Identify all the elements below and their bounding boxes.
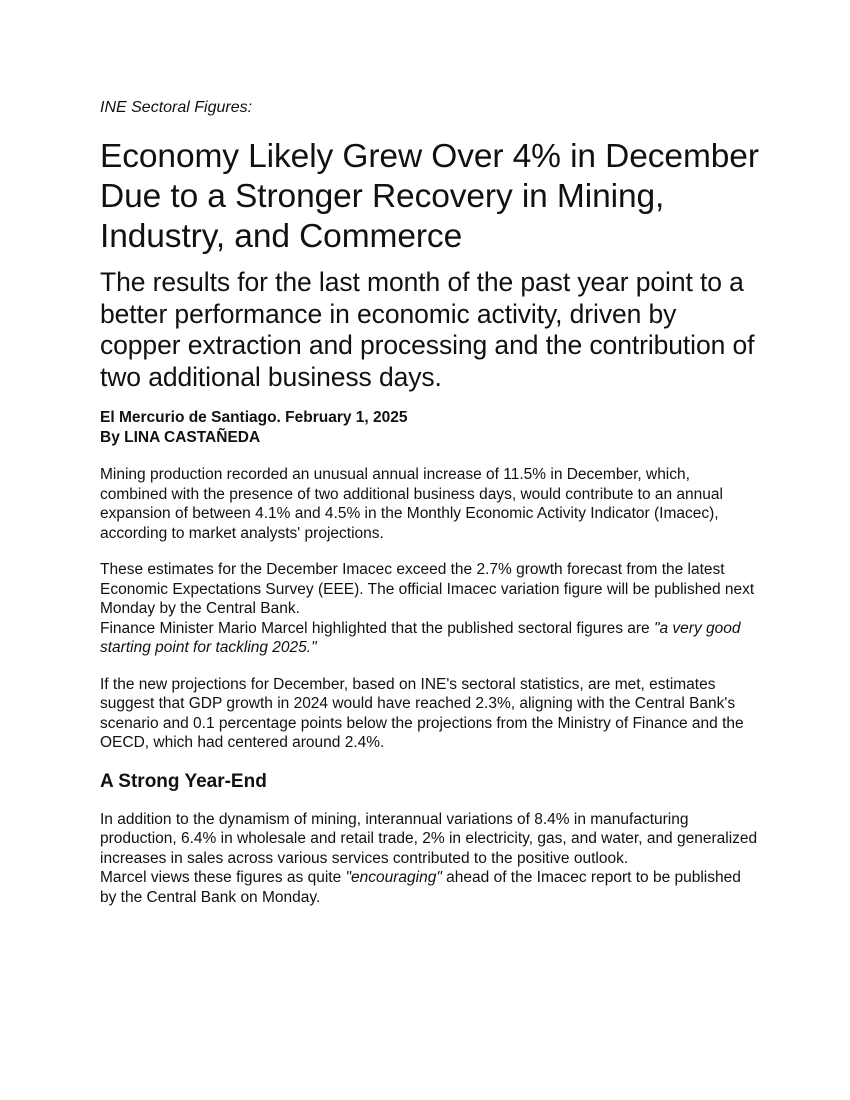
paragraph-gdp: If the new projections for December, based on INE's sectoral statistics, are met, estimates suggest that GDP growth in 2024 would have reached 2.3%, aligning with the Central Bank's scenario and 0.1 percentage points below the projections from the Ministry of Finance and the OECD, which had centered around 2.4%.: [100, 675, 744, 751]
paragraph-estimates-text: These estimates for the December Imacec exceed the 2.7% growth forecast from the latest Economic Expectations Survey (EEE). The official Imacec variation figure will be published next Monday by the Central Bank.: [100, 561, 755, 617]
article: [100, 98, 760, 924]
subheadline: The results for the last month of the past year point to a better performance in economic activity, driven by copper extraction and processing and the contribution of two additional business days.: [100, 267, 755, 392]
source-line: El Mercurio de Santiago. February 1, 2025: [100, 409, 408, 426]
byline: [100, 408, 760, 447]
section-heading: A Strong Year-End: [100, 770, 267, 792]
marcel-quote-intro: Marcel views these figures as quite: [100, 869, 346, 886]
headline: Economy Likely Grew Over 4% in December Due to a Stronger Recovery in Mining, Industry, and Commerce: [100, 138, 759, 255]
marcel-quote: "encouraging": [345, 869, 442, 886]
minister-quote-intro: Finance Minister Mario Marcel highlighted that the published sectoral figures are: [100, 619, 654, 637]
paragraph-estimates: [100, 560, 760, 658]
paragraph-sectors: [100, 810, 760, 908]
marcel-quote-outro: ahead of the Imacec report to be published by the Central Bank on Monday.: [100, 869, 741, 906]
minister-quote: "a very good starting point for tackling 2025.": [100, 619, 741, 656]
kicker: INE Sectoral Figures:: [100, 99, 253, 116]
author-line: By LINA CASTAÑEDA: [100, 428, 261, 446]
paragraph-sectors-text: In addition to the dynamism of mining, interannual variations of 8.4% in manufacturing production, 6.4% in wholesale and retail trade, 2% in electricity, gas, and water, and generalized increases in sales across various services contributed to the positive outlook.: [100, 810, 758, 867]
paragraph-mining: Mining production recorded an unusual annual increase of 11.5% in December, which, combined with the presence of two additional business days, would contribute to an annual expansion of between 4.1% and 4.5% in the Monthly Economic Activity Indicator (Imacec), according to market analysts' projections.: [100, 466, 723, 542]
